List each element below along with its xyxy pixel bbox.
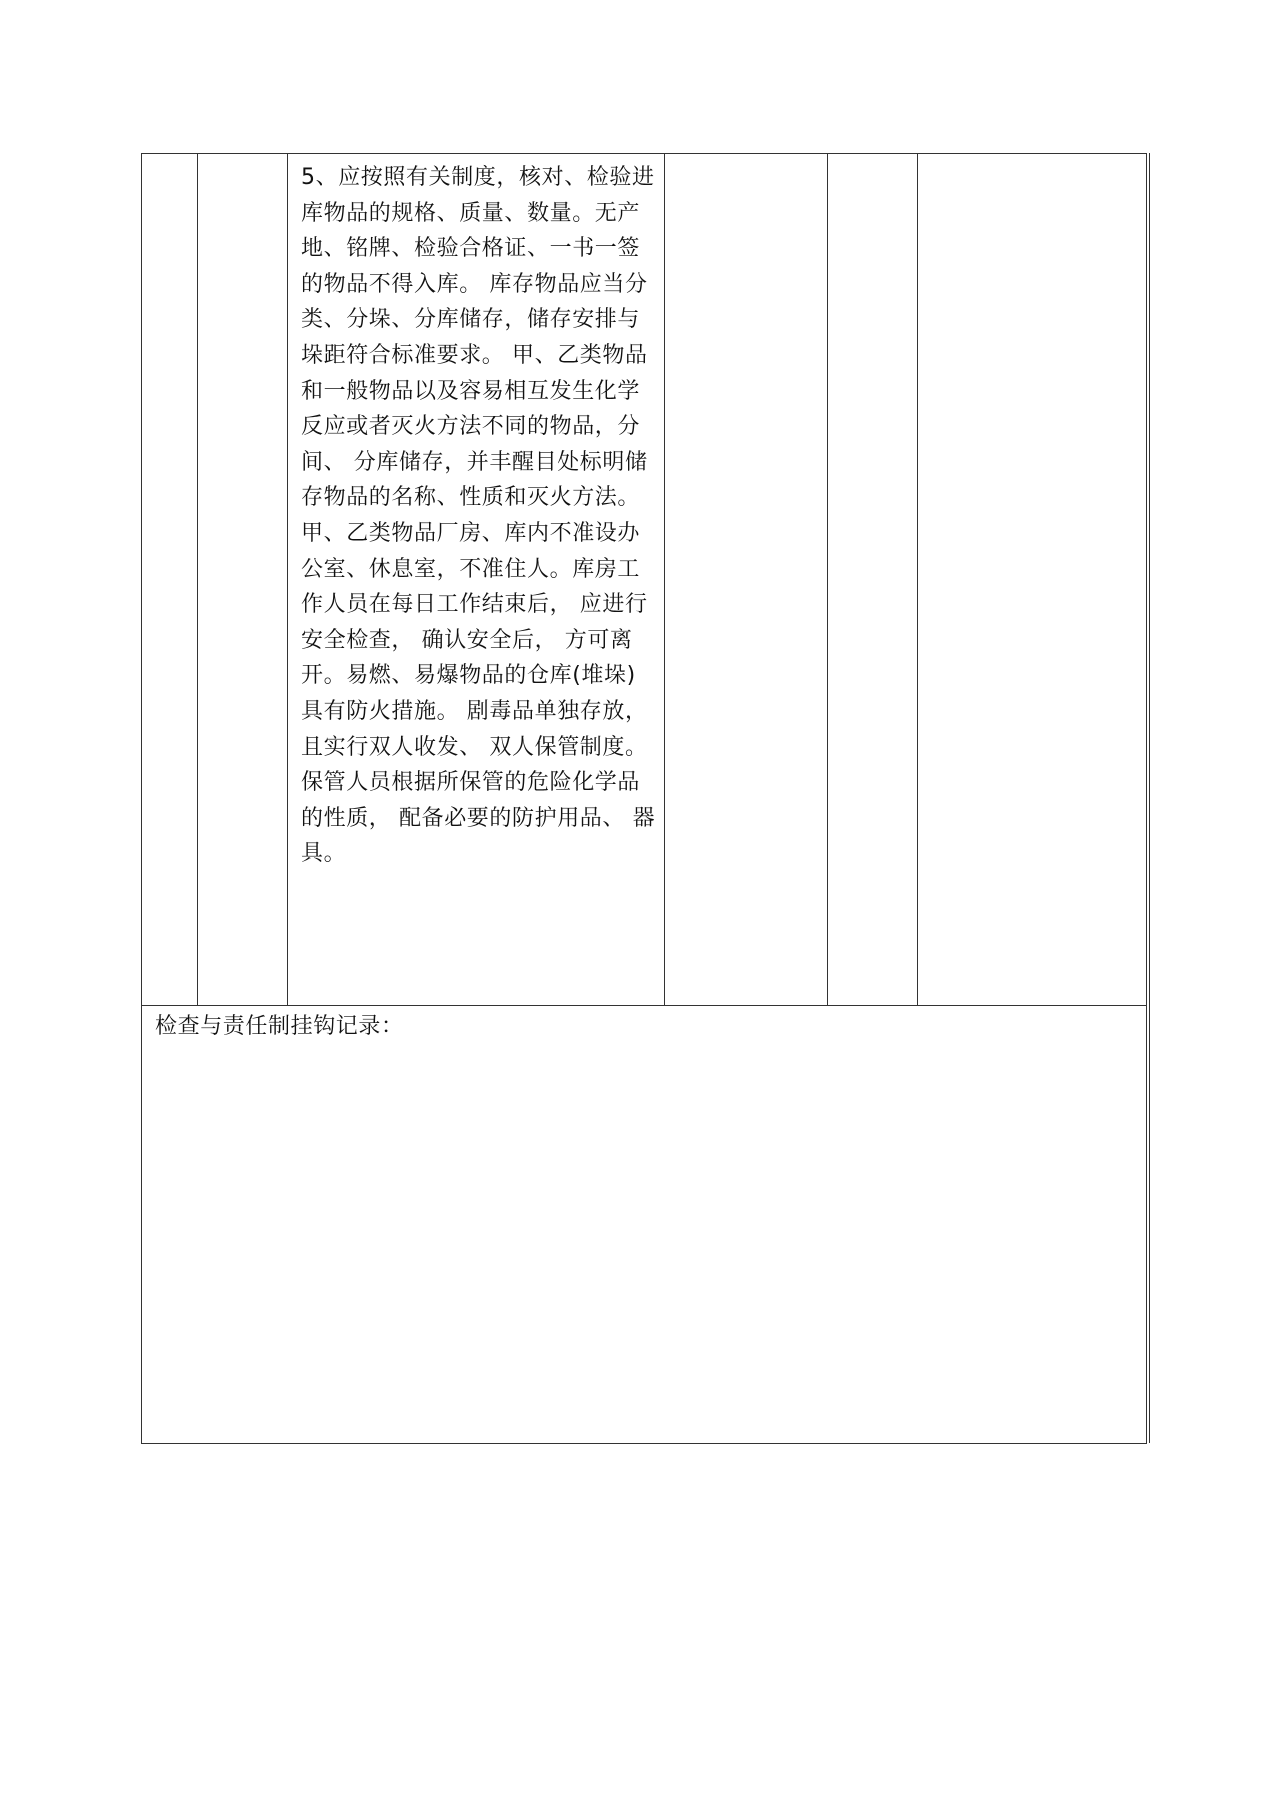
requirement-text: 5、应按照有关制度，核对、检验进库物品的规格、质量、数量。无产地、铭牌、检验合格证、一书一签的物品不得入库。 库存物品应当分类、分垛、分库储存，储存安排与垛距符合标准要求。 甲、乙类物品和一般物品以及容易相互发生化学反应或者灭火方法不同的物品，分间、 分库储存，并丰醒目处标明储存物品的名称、性质和灭火方法。甲、乙类物品厂房、库内不准设办公室、休息室，不准住人。库房工作人员在每日工作结束后， 应进行安全检查， 确认安全后， 方可离开。易燃、易爆物品的仓库(堆垛) 具有防火措施。 剧毒品单独存放， 且实行双人收发、 双人保管制度。 保管人员根据所保管的危险化学品的性质， 配备必要的防护用品、 器具。 [301,165,656,867]
inspection-table [141,153,1147,1444]
record-label: 检查与责任制挂钩记录： [155,1014,404,1039]
table-row [142,154,1147,1006]
index-cell [142,154,198,1006]
record-cell [142,1006,1147,1444]
table-row [142,1006,1147,1444]
item-cell [198,154,288,1006]
table-right-border [1149,153,1150,1443]
score-cell [828,154,918,1006]
check-result-cell [665,154,828,1006]
requirement-cell [288,154,665,1006]
remarks-cell [918,154,1147,1006]
